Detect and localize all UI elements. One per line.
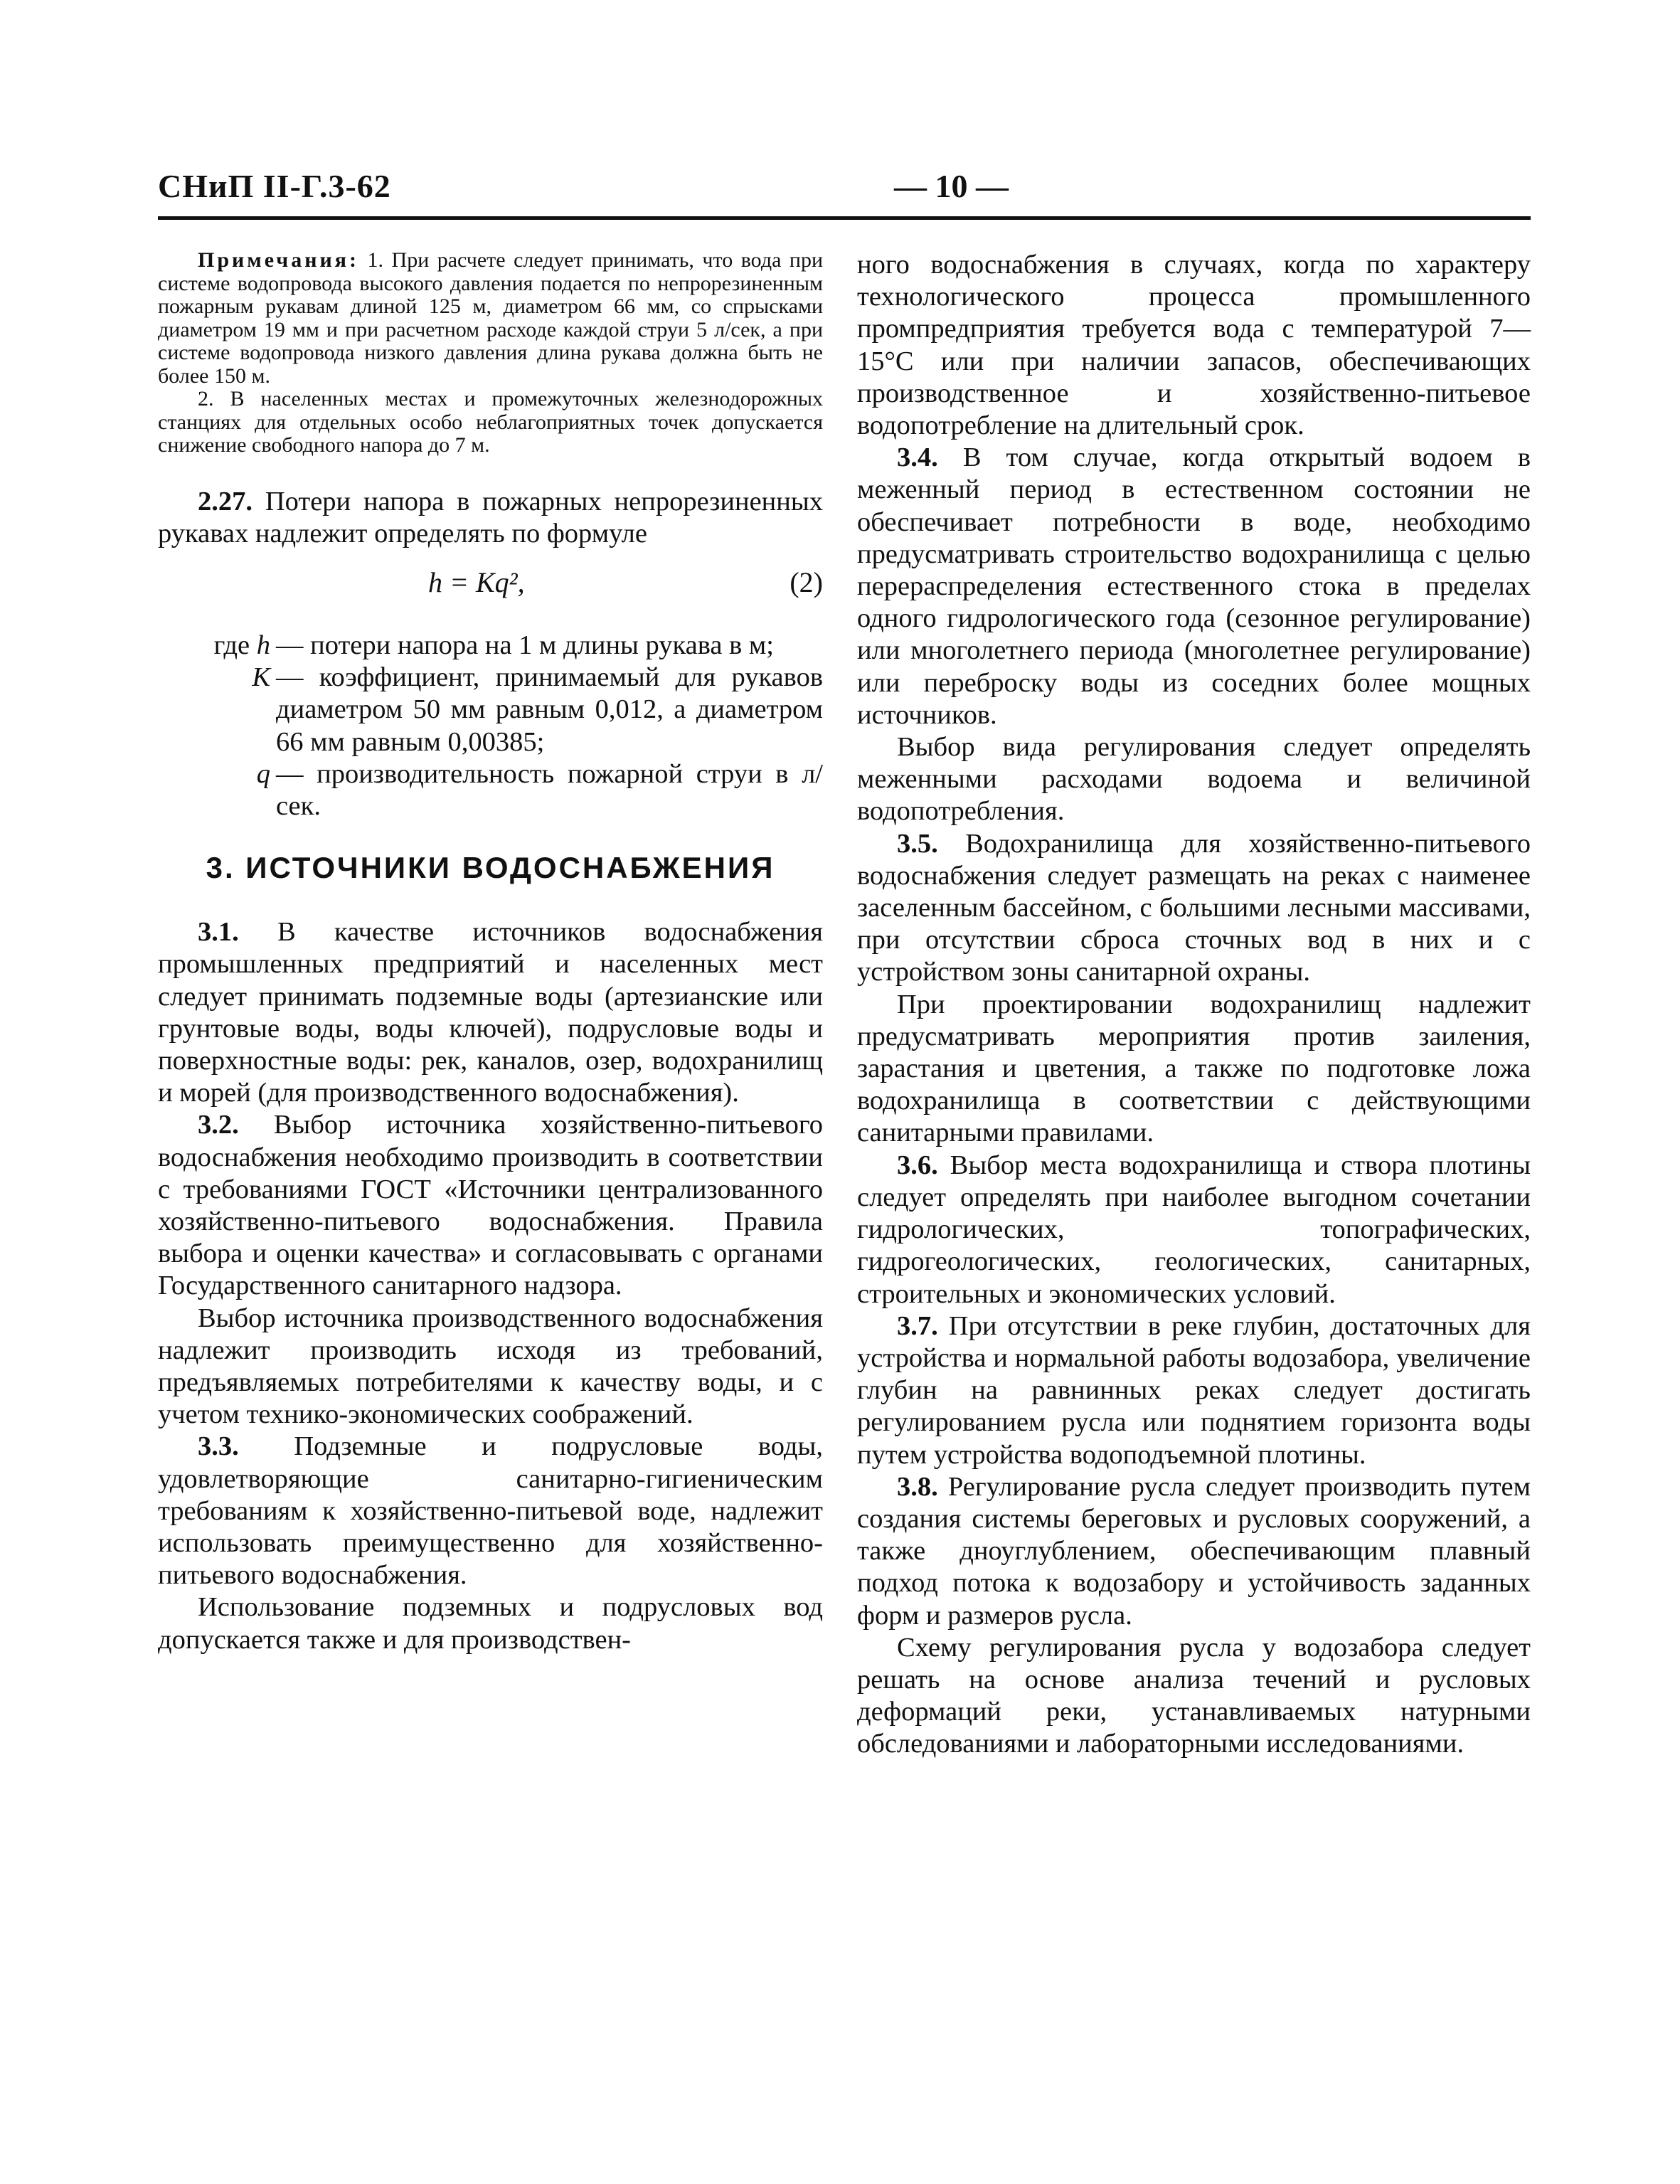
formula-number: (2)	[790, 566, 823, 598]
clause-number: 2.27.	[198, 486, 252, 516]
clause-number: 3.5.	[897, 828, 938, 859]
symbol-q: q	[256, 758, 270, 789]
paragraph-3-7	[857, 1310, 1531, 1471]
clause-number: 3.1.	[198, 917, 239, 948]
notes-label: Примечания:	[198, 248, 360, 272]
definition-h-text: — потери напора на 1 м длины рукава в м;	[276, 630, 774, 660]
note-1	[158, 249, 823, 388]
definition-q-text: — производительность пожарной струи в л/сек.	[276, 758, 823, 821]
paragraph-text: Водохранилища для хозяйственно-питьевого водоснабжения следует размещать на реках с наименее заселенным бассейном, с большими лесными массивами, при отсутствии сброса сточных вод в них и с устройством зоны санитарной охраны.	[857, 828, 1531, 987]
paragraph-text: Выбор места водохранилища и створа плотины следует определять при наиболее выгодном сочетании гидрологических, топографических, гидрогеологических, геологических, санитарных, строительных и экономических условий.	[857, 1150, 1531, 1309]
formula	[158, 566, 823, 608]
header-rule	[158, 216, 1531, 220]
paragraph-3-5-b: При проектировании водохранилищ надлежит предусматривать мероприятия против заиления, зарастания и цветения, а также по подготовке ложа водохранилища в соответствии с действующими санитарными правилами.	[857, 989, 1531, 1148]
where-word: где	[213, 630, 250, 660]
paragraph-text: В качестве источников водоснабжения промышленных предприятий и населенных мест следует принимать подземные воды (артезианские или грунтовые воды, воды ключей), подрусловые воды и поверхностные воды: рек, каналов, озер, водохранилищ и морей (для производственного водоснабжения).	[158, 917, 823, 1108]
definition-k	[158, 662, 823, 758]
paragraph-text: Подземные и подрусловые воды, удовлетворяющие санитарно-гигиеническим требованиям к хозяйственно-питьевой воде, надлежит использовать преимущественно для хозяйственно-питьевого водоснабжения.	[158, 1431, 823, 1591]
clause-number: 3.2.	[198, 1110, 239, 1140]
right-column	[857, 249, 1531, 1761]
paragraph-3-2-b: Выбор источника производственного водоснабжения надлежит производить исходя из требований, предъявляемых потребителями к качеству воды, и с учетом технико-экономических соображений.	[158, 1303, 823, 1430]
definition-k-text: — коэффициент, принимаемый для рукавов диаметром 50 мм равным 0,012, а диаметром 66 мм равным 0,00385;	[276, 662, 823, 757]
variable-definitions	[158, 630, 823, 822]
clause-number: 3.7.	[897, 1310, 938, 1341]
paragraph-text: При отсутствии в реке глубин, достаточных для устройства и нормальной работы водозабора, увеличение глубин на равнинных реках следует достигать регулированием русла или поднятием горизонта воды путем устройства водоподъемной плотины.	[857, 1310, 1531, 1470]
definition-q	[158, 758, 823, 822]
clause-number: 3.6.	[897, 1150, 938, 1180]
paragraph-3-3-continued: ного водоснабжения в случаях, когда по характеру технологического процесса промышленного промпредприятия требуется вода с температурой 7—15°С или при наличии запасов, обеспечивающих производственное и хозяйственно-питьевое водопотребление на длительный срок.	[857, 250, 1531, 441]
paragraph-3-3-b: Использование подземных и подрусловых вод допускается также и для производствен-	[158, 1592, 823, 1655]
paragraph-2-27	[158, 486, 823, 550]
paragraph-3-2	[158, 1109, 823, 1302]
page-number: — 10 —	[894, 168, 1009, 204]
paragraph-3-5	[857, 828, 1531, 989]
paragraph-text: Регулирование русла следует производить путем создания системы береговых и русловых сооружений, а также дноуглублением, обеспечивающим плавный подход потока к водозабору и устойчивость заданных форм и размеров русла.	[857, 1471, 1531, 1631]
formula-expression: h = Kq²,	[428, 566, 525, 598]
note-1-text: 1. При расчете следует принимать, что вода при системе водопровода высокого давления подается по непрорезиненным пожарным рукавам длиной 125 м, диаметром 66 мм, со спрысками диаметром 19 мм и при расчетном расходе каждой струи 5 л/сек, а при системе водопровода низкого давления длина рукава должна быть не более 150 м.	[158, 248, 823, 388]
paragraph-text: Выбор источника хозяйственно-питьевого водоснабжения необходимо производить в соответствии с требованиями ГОСТ «Источники централизованного хозяйственно-питьевого водоснабжения. Правила выбора и оценки качества» и согласовывать с органами Государственного санитарного надзора.	[158, 1110, 823, 1301]
page-header	[158, 167, 1531, 210]
paragraph-3-4	[857, 442, 1531, 731]
paragraph-3-6	[857, 1150, 1531, 1310]
symbol-h: h	[256, 630, 270, 660]
clause-number: 3.3.	[198, 1431, 239, 1462]
clause-number: 3.4.	[897, 442, 938, 473]
paragraph-3-8-b: Схему регулирования русла у водозабора следует решать на основе анализа течений и русловых деформаций реки, устанавливаемых натурными обследованиями и лабораторными исследованиями.	[857, 1632, 1531, 1759]
section-title: 3. ИСТОЧНИКИ ВОДОСНАБЖЕНИЯ	[206, 851, 775, 885]
paragraph-text: Потери напора в пожарных непрорезиненных рукавах надлежит определять по формуле	[158, 486, 823, 548]
paragraph-3-3	[158, 1431, 823, 1591]
clause-number: 3.8.	[897, 1471, 938, 1502]
paragraph-text: В том случае, когда открытый водоем в меженный период в естественном состоянии не обеспечивает потребности в воде, необходимо предусматривать строительство водохранилища с целью перераспределения естественного стока в пределах одного гидрологического года (сезонное регулирование) или многолетнего периода (многолетнее регулирование) или переброску воды из соседних более мощных источников.	[857, 442, 1531, 730]
paragraph-3-8	[857, 1471, 1531, 1632]
paragraph-3-4-b: Выбор вида регулирования следует определять меженными расходами водоема и величиной водопотребления.	[857, 732, 1531, 827]
note-2: 2. В населенных местах и промежуточных железнодорожных станциях для отдельных особо неблагоприятных точек допускается снижение свободного напора до 7 м.	[158, 387, 823, 457]
symbol-k: K	[252, 662, 270, 693]
left-column	[158, 249, 823, 1656]
document-code: СНиП II-Г.3-62	[158, 168, 391, 204]
definition-h	[158, 630, 823, 662]
paragraph-3-1	[158, 916, 823, 1109]
